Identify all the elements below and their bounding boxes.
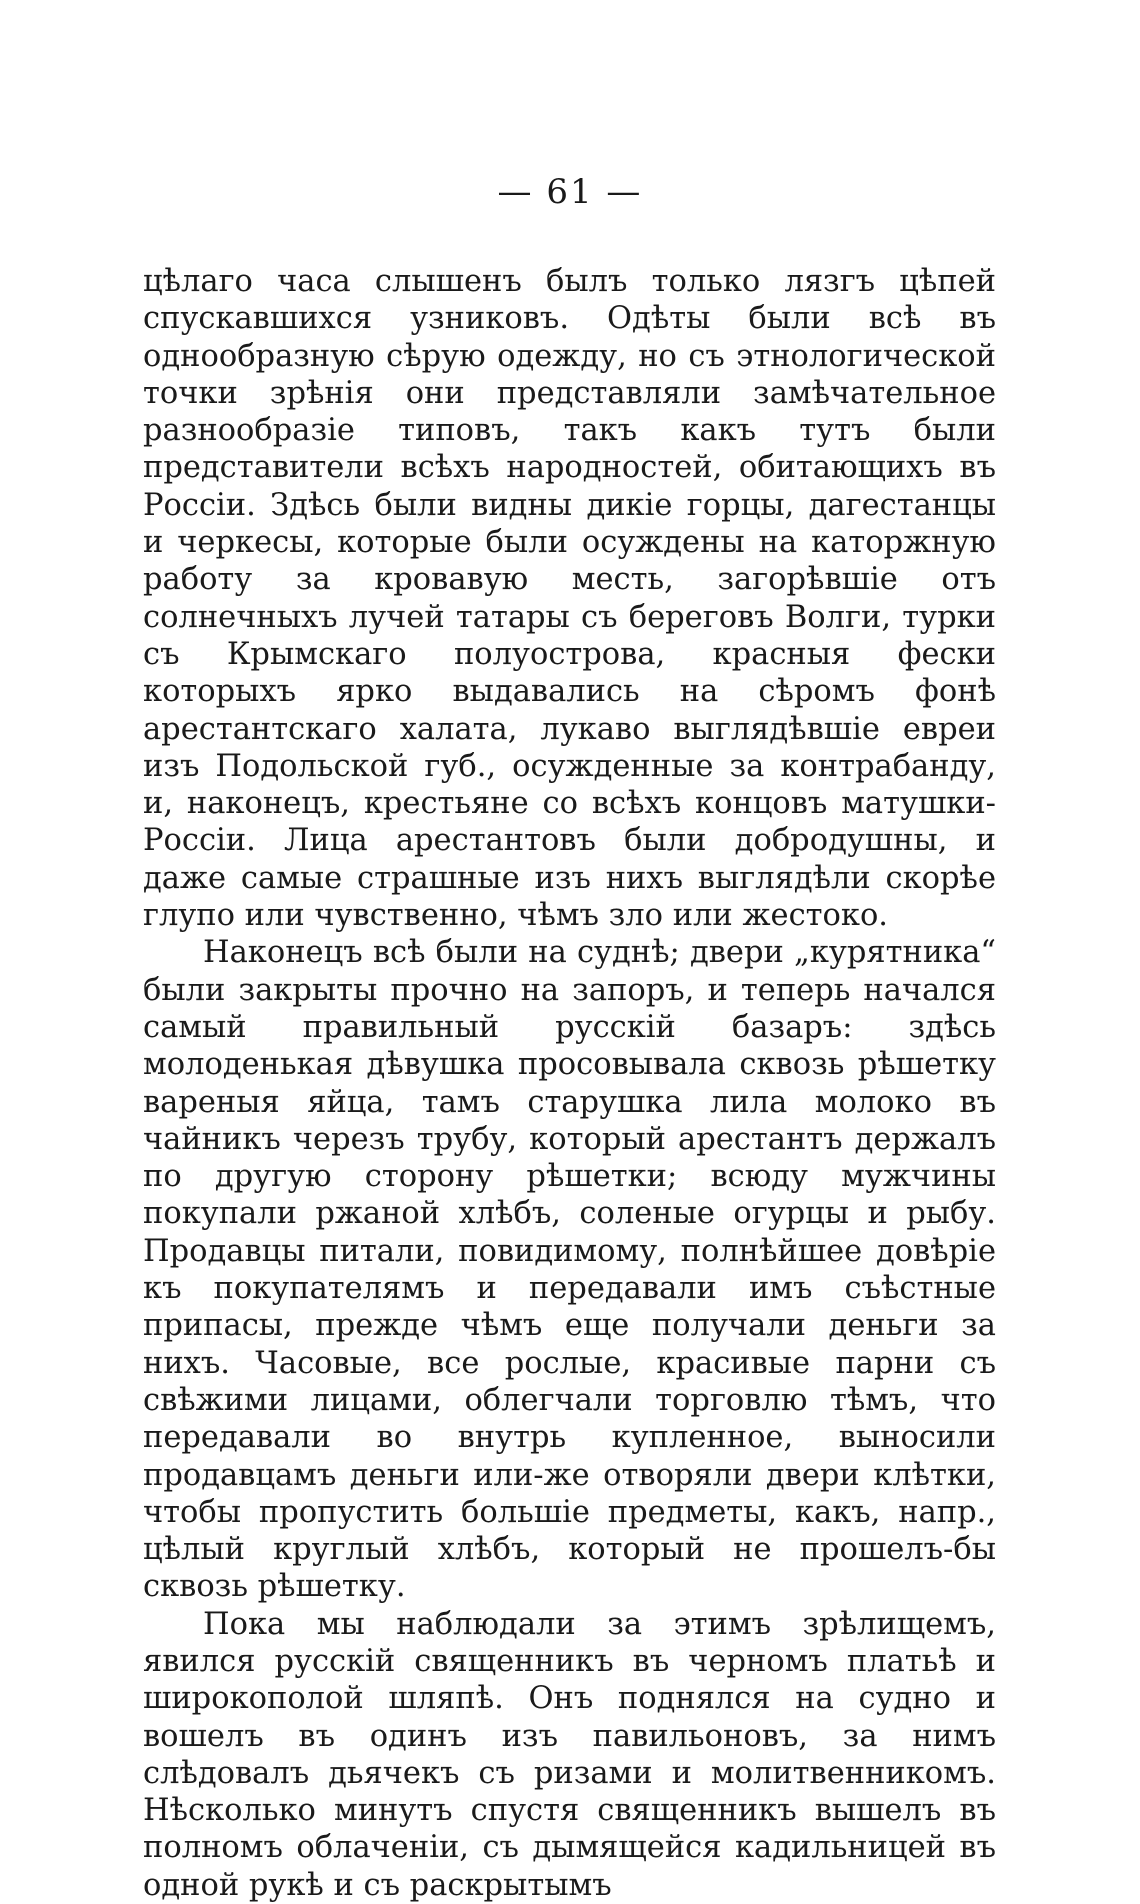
paragraph-1: цѣлаго часа слышенъ былъ только лязгъ цѣпей спускавшихся узниковъ. Одѣты были всѣ въ однообразную сѣрую одежду, но съ этнологической точки зрѣнія они представляли замѣчательное разнообразіе типовъ, такъ какъ тутъ были представители всѣхъ народностей, обитающихъ въ Россіи. Здѣсь были видны дикіе горцы, дагестанцы и черкесы, которые были осуждены на каторжную работу за кровавую месть, загорѣвшіе отъ солнечныхъ лучей татары съ береговъ Волги, турки съ Крымскаго полуострова, красныя фески которыхъ ярко выдавались на сѣромъ фонѣ арестантскаго халата, лукаво выглядѣвшіе евреи изъ Подольской губ., осужденные за контрабанду, и, наконецъ, крестьяне со всѣхъ концовъ матушки-Россіи. Лица арестантовъ были добродушны, и даже самые страшные изъ нихъ выглядѣли скорѣе глупо или чувственно, чѣмъ зло или жестоко.: [143, 264, 996, 934]
body-text: [143, 263, 996, 1904]
page-number: — 61 —: [497, 172, 643, 212]
paragraph-2: Наконецъ всѣ были на суднѣ; двери „курятника“ были закрыты прочно на запоръ, и теперь начался самый правильный русскій базаръ: здѣсь молоденькая дѣвушка просовывала сквозь рѣшетку вареныя яйца, тамъ старушка лила молоко въ чайникъ черезъ трубу, который арестантъ держалъ по другую сторону рѣшетки; всюду мужчины покупали ржаной хлѣбъ, соленые огурцы и рыбу. Продавцы питали, повидимому, полнѣйшее довѣріе къ покупателямъ и передавали имъ съѣстные припасы, прежде чѣмъ еще получали деньги за нихъ. Часовые, все рослые, красивые парни съ свѣжими лицами, облегчали торговлю тѣмъ, что передавали во внутрь купленное, выносили продавцамъ деньги или-же отворяли двери клѣтки, чтобы пропустить большіе предметы, какъ, напр., цѣлый круглый хлѣбъ, который не прошелъ-бы сквозь рѣшетку.: [143, 935, 996, 1605]
paragraph-3: Пока мы наблюдали за этимъ зрѣлищемъ, явился русскій священникъ въ черномъ платьѣ и широкополой шляпѣ. Онъ поднялся на судно и вошелъ въ одинъ изъ павильоновъ, за нимъ слѣдовалъ дьячекъ съ ризами и молитвенникомъ. Нѣсколько минутъ спустя священникъ вышелъ въ полномъ облаченіи, съ дымящейся кадильницей въ одной рукѣ и съ раскрытымъ: [143, 1606, 996, 1903]
